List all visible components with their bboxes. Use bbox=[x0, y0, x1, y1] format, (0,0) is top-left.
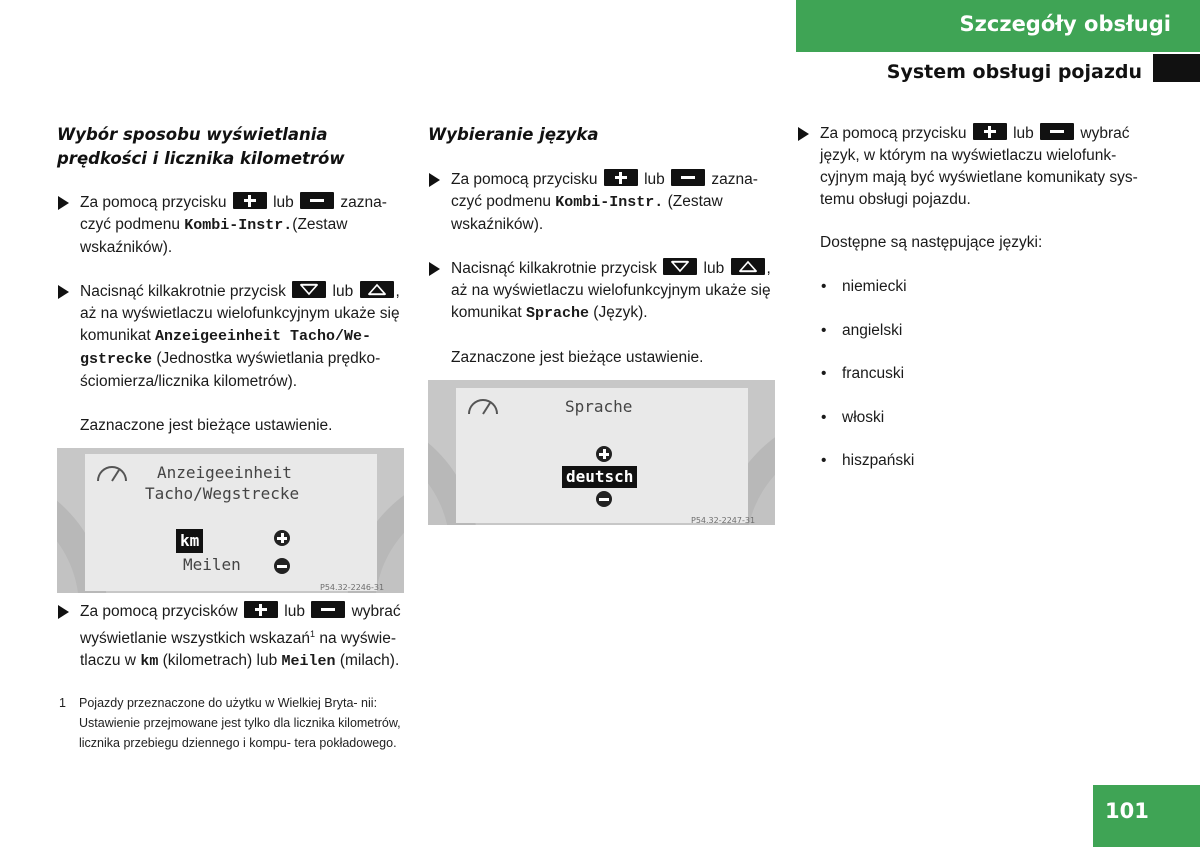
plus-key-icon bbox=[244, 601, 278, 618]
triangle-bullet-icon bbox=[58, 605, 69, 619]
triangle-bullet-icon bbox=[798, 127, 809, 141]
heading-language: Wybieranie języka bbox=[428, 125, 599, 144]
step-select-submenu: Za pomocą przycisku lub zazna- czyć podmenu Kombi-Instr.(Zestaw wskaźników). bbox=[57, 192, 407, 259]
up-key-icon bbox=[360, 281, 394, 298]
language-list bbox=[797, 276, 1147, 472]
triangle-bullet-icon bbox=[429, 262, 440, 276]
step-choose-units: Za pomocą przycisków lub wybrać wyświetlanie wszystkich wskazań$^1$ na wyświe- tlaczu w km (kilometrach) lub Meilen (milach). bbox=[57, 601, 407, 673]
triangle-bullet-icon bbox=[58, 196, 69, 210]
current-setting-note: Zaznaczone jest bieżące ustawienie. bbox=[80, 417, 333, 434]
speedometer-icon bbox=[466, 395, 500, 417]
languages-intro: Dostępne są następujące języki: bbox=[820, 234, 1043, 251]
column-speed-units bbox=[57, 123, 407, 753]
step-press-button: Nacisnąć kilkakrotnie przycisk lub , aż na wyświetlaczu wielofunkcyjnym ukaże się komunikat Anzeigeeinheit Tacho/We- gstrecke (Jednostka wyświetlania prędko- ściomierza/licznika kilometrów). bbox=[57, 281, 407, 393]
triangle-bullet-icon bbox=[58, 285, 69, 299]
plus-key-icon bbox=[233, 192, 267, 209]
minus-indicator-icon bbox=[274, 558, 290, 574]
step-select-submenu: Za pomocą przycisku lub zazna- czyć podmenu Kombi-Instr. (Zestaw wskaźników). bbox=[428, 169, 776, 236]
page-number: 101 bbox=[1093, 785, 1200, 847]
page-subtitle: System obsługi pojazdu bbox=[886, 61, 1142, 83]
minus-key-icon bbox=[1040, 123, 1074, 140]
plus-indicator-icon bbox=[596, 446, 612, 462]
speedometer-icon bbox=[95, 462, 129, 484]
selected-option: deutsch bbox=[562, 466, 637, 488]
list-item: • hiszpański bbox=[797, 450, 1147, 472]
triangle-bullet-icon bbox=[429, 173, 440, 187]
column-language bbox=[428, 123, 776, 525]
heading-speed-units: Wybór sposobu wyświetlania prędkości i licznika kilometrów bbox=[57, 125, 345, 168]
step-choose-language: Za pomocą przycisku lub wybrać język, w którym na wyświetlaczu wielofunk- cyjnym mają być wyświetlane komunikaty sys- temu obsługi pojazdu. bbox=[797, 123, 1147, 211]
subtitle-marker bbox=[1153, 54, 1200, 82]
plus-key-icon bbox=[604, 169, 638, 186]
minus-key-icon bbox=[311, 601, 345, 618]
selected-option: km bbox=[176, 529, 203, 553]
column-language-options bbox=[797, 123, 1147, 494]
down-key-icon bbox=[292, 281, 326, 298]
list-item: • włoski bbox=[797, 407, 1147, 429]
plus-indicator-icon bbox=[274, 530, 290, 546]
list-item: • niemiecki bbox=[797, 276, 1147, 298]
current-setting-note: Zaznaczone jest bieżące ustawienie. bbox=[451, 349, 704, 366]
list-item: • angielski bbox=[797, 320, 1147, 342]
section-header: Szczegóły obsługi bbox=[796, 0, 1200, 52]
display-language-screen: Sprache deutsch P54.32-2247-31 bbox=[428, 380, 775, 525]
minus-key-icon bbox=[671, 169, 705, 186]
step-press-button: Nacisnąć kilkakrotnie przycisk lub , aż na wyświetlaczu wielofunkcyjnym ukaże się komunikat Sprache (Język). bbox=[428, 258, 776, 325]
list-item: • francuski bbox=[797, 363, 1147, 385]
footnote: 1 Pojazdy przeznaczone do użytku w Wielkiej Bryta- nii: Ustawienie przejmowane jest tylko dla licznika kilometrów, licznika przebiegu dziennego i kompu- tera pokładowego. bbox=[59, 696, 401, 750]
display-units-screen: Anzeigeeinheit Tacho/Wegstrecke km Meilen P54.32-2246-31 bbox=[57, 448, 404, 593]
minus-key-icon bbox=[300, 192, 334, 209]
plus-key-icon bbox=[973, 123, 1007, 140]
minus-indicator-icon bbox=[596, 491, 612, 507]
up-key-icon bbox=[731, 258, 765, 275]
down-key-icon bbox=[663, 258, 697, 275]
